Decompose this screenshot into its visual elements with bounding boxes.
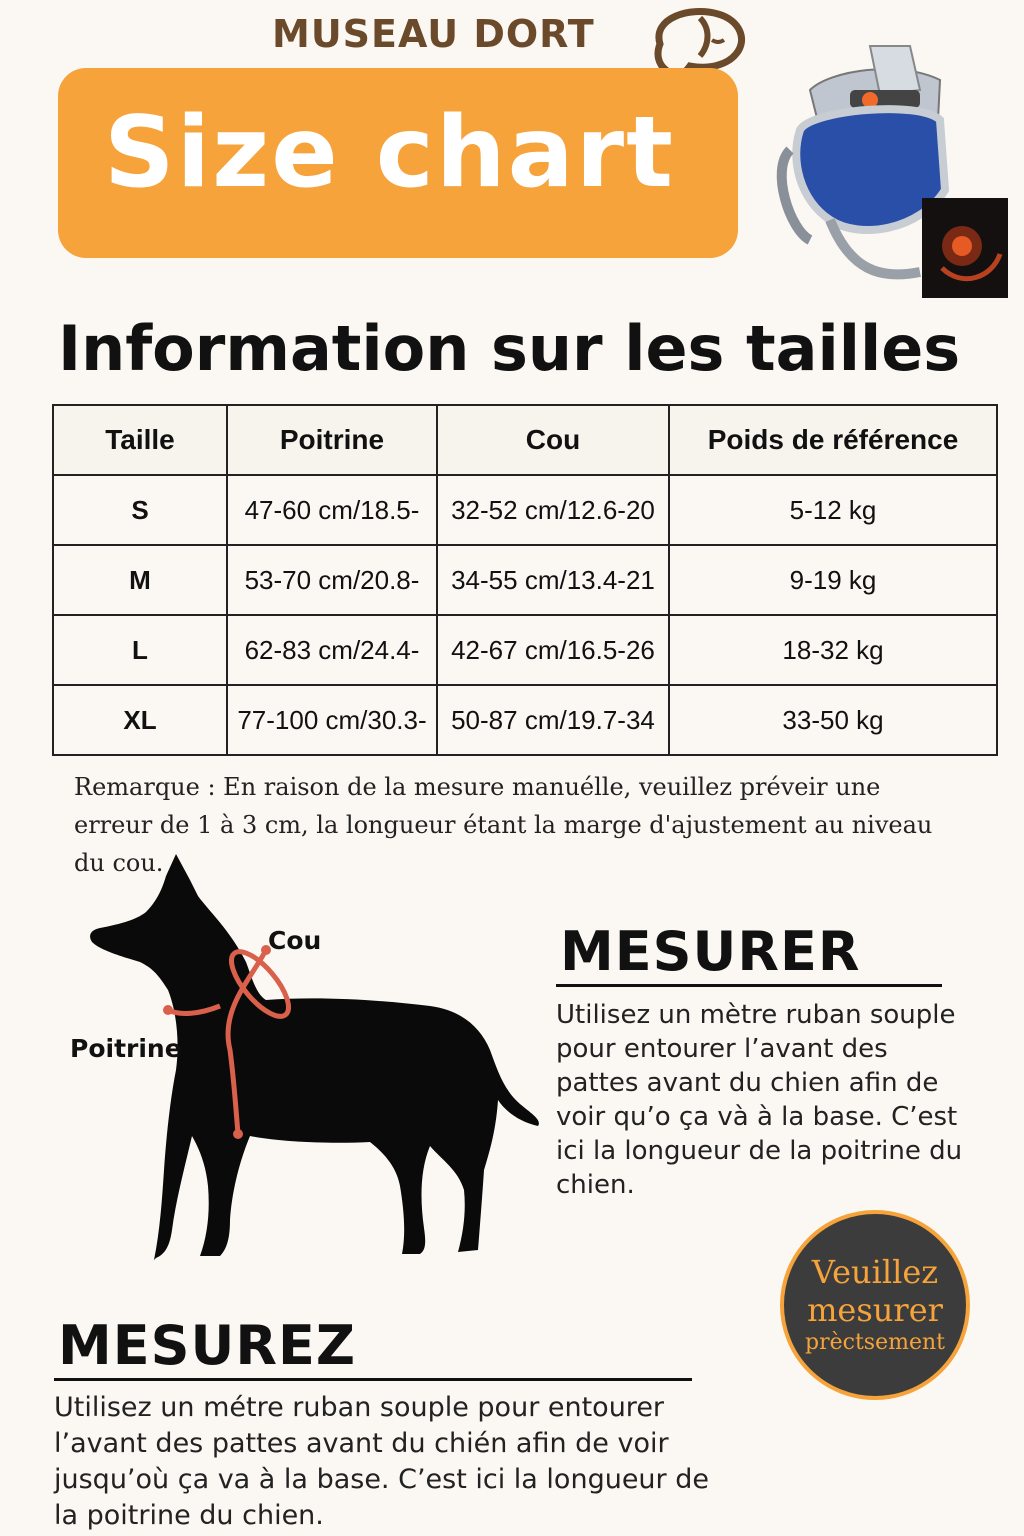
cell-weight: 33-50 kg [669,685,997,755]
cell-neck: 34-55 cm/13.4-21 [437,545,669,615]
brand-name: MUSEAU DORT [272,12,595,56]
cell-weight: 9-19 kg [669,545,997,615]
mesurer-heading: MESURER [560,920,861,983]
mesurez-text: Utilisez un métre ruban souple pour entourer l’avant des pattes avant du chién afin de voir jusqu’où ça va à la base. C’est ici la longueur de la poitrine du chien. [54,1392,709,1531]
table-header-row [53,405,997,475]
cell-chest: 62-83 cm/24.4- [227,615,437,685]
header-chest: Poitrine [227,405,437,475]
harness-light-thumbnail [922,198,1008,298]
cell-neck: 32-52 cm/12.6-20 [437,475,669,545]
cell-neck: 42-67 cm/16.5-26 [437,615,669,685]
cell-weight: 5-12 kg [669,475,997,545]
badge-line-3: prèctsement [805,1330,945,1355]
table-row [53,475,997,545]
size-table [52,404,998,756]
table-row [53,545,997,615]
badge-line-2: mesurer [807,1291,943,1329]
chest-label: Poitrine [70,1034,182,1063]
mesurer-text: Utilisez un mètre ruban souple pour entourer l’avant des pattes avant du chien afin de voir qu’o ça và à la base. C’est ici la longueur de la poitrine du chien. [556,1000,963,1200]
mesurez-heading: MESUREZ [58,1314,356,1377]
neck-label: Cou [268,926,322,955]
cell-chest: 77-100 cm/30.3- [227,685,437,755]
table-row [53,615,997,685]
header-size: Taille [53,405,227,475]
divider [556,984,942,987]
section-title: Information sur les tailles [58,312,961,385]
cell-size: XL [53,685,227,755]
dog-logo-icon [640,4,752,76]
cell-neck: 50-87 cm/19.7-34 [437,685,669,755]
cell-weight: 18-32 kg [669,615,997,685]
badge-line-1: Veuillez [811,1253,939,1291]
cell-chest: 53-70 cm/20.8- [227,545,437,615]
table-row [53,685,997,755]
cell-size: S [53,475,227,545]
cell-size: L [53,615,227,685]
header-weight: Poids de référence [669,405,997,475]
cell-size: M [53,545,227,615]
measure-precisely-badge [780,1210,970,1400]
cell-chest: 47-60 cm/18.5- [227,475,437,545]
banner-title: Size chart [104,96,675,210]
divider [54,1378,692,1381]
measurement-note: Remarque : En raison de la mesure manuélle, veuillez préveir une erreur de 1 à 3 cm, la longueur étant la marge d'ajustement au niveau du cou. [74,773,933,877]
header-neck: Cou [437,405,669,475]
